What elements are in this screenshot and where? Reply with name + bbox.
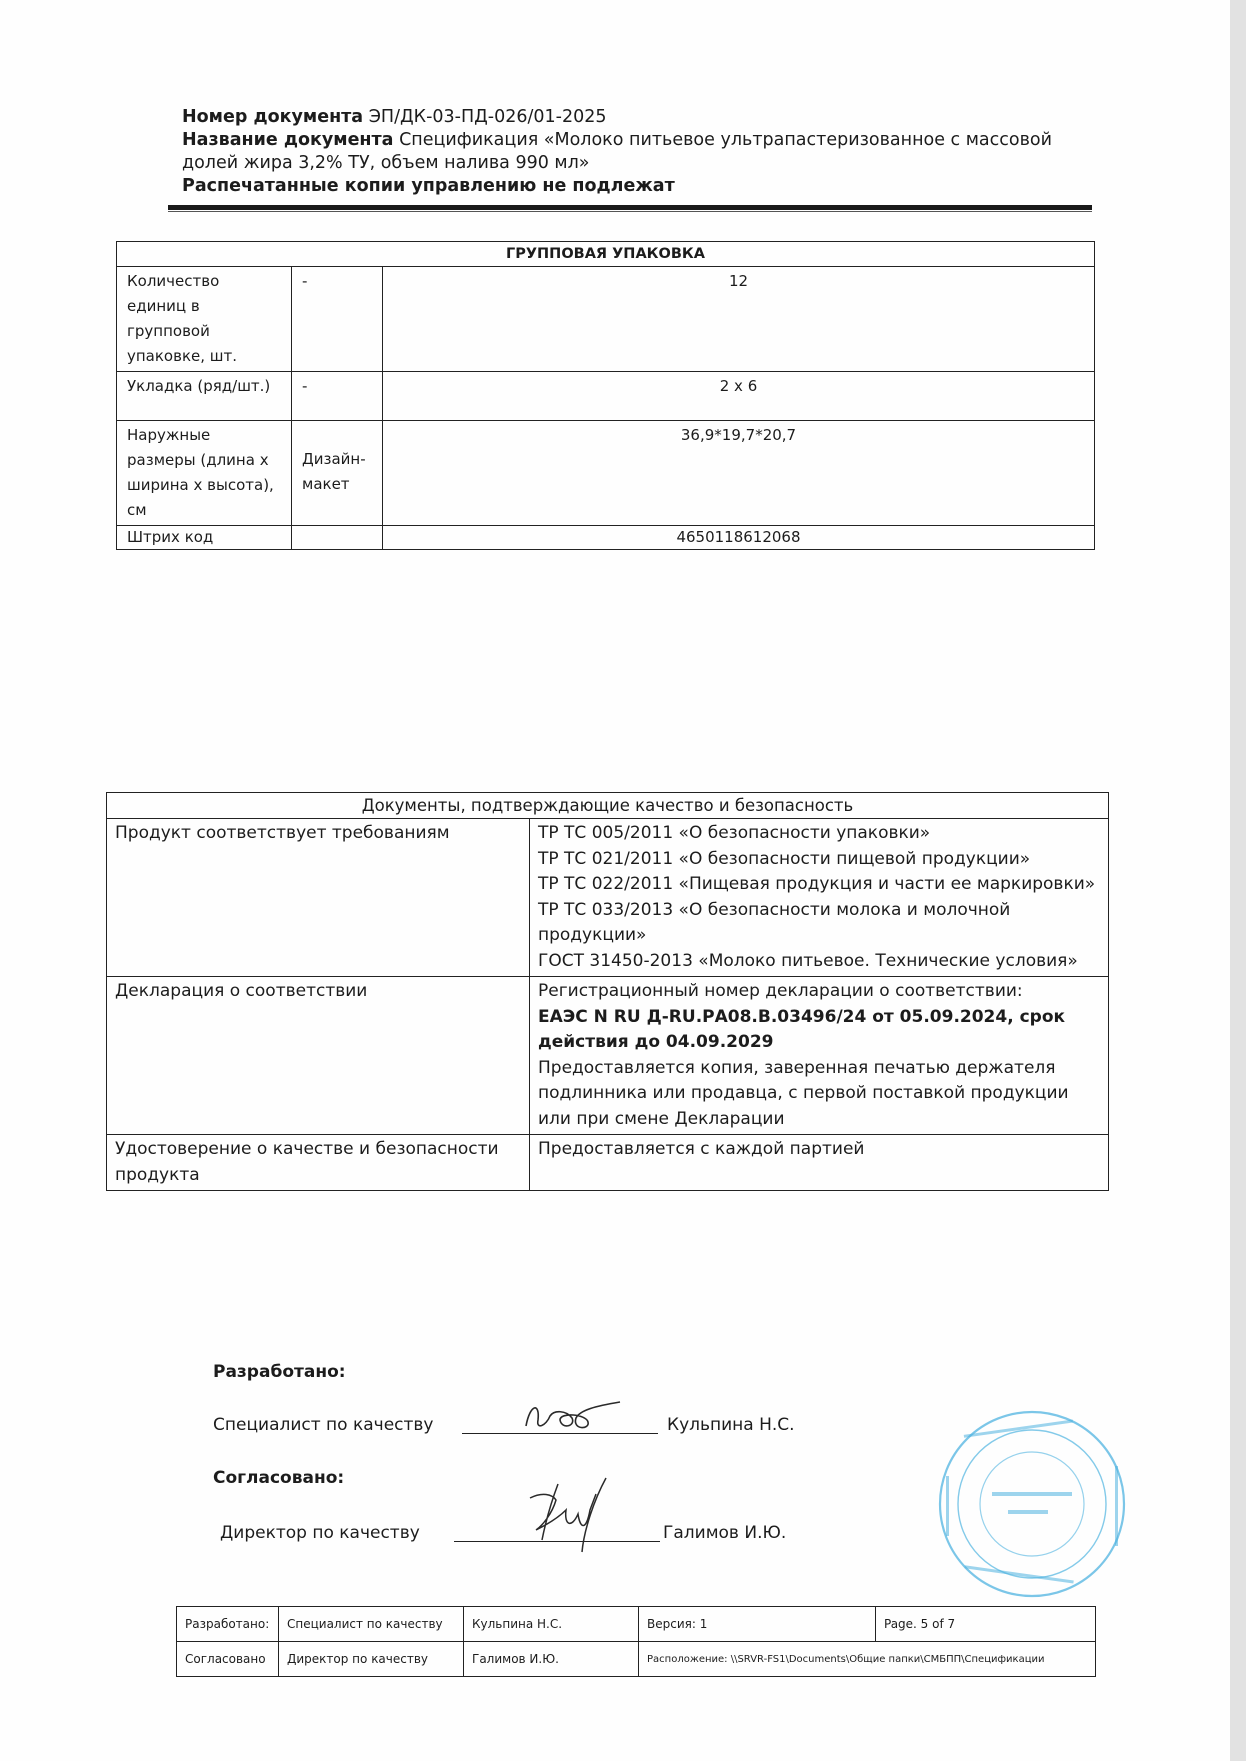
row-ref (292, 526, 383, 550)
row-value: 36,9*19,7*20,7 (383, 421, 1095, 526)
doc-number-value: ЭП/ДК-03-ПД-026/01-2025 (368, 107, 607, 127)
row-name: Наружные размеры (длина х ширина х высота), см (117, 421, 292, 526)
requirement-item: ТР ТС 021/2011 «О безопасности пищевой продукции» (538, 848, 1031, 869)
header-rule (168, 205, 1092, 210)
footer-cell: Директор по качеству (279, 1642, 464, 1677)
certificate-label: Удостоверение о качестве и безопасности продукта (107, 1135, 530, 1191)
footer-cell: Разработано: (177, 1607, 279, 1642)
doc-name-value: Спецификация «Молоко питьевое ультрапастеризованное с массовой (399, 130, 1052, 150)
table-row (177, 1642, 1096, 1677)
footer-cell: Галимов И.Ю. (464, 1642, 639, 1677)
row-name: Количество единиц в групповой упаковке, шт. (117, 267, 292, 372)
row-ref: - (292, 267, 383, 372)
footer-cell: Page. 5 of 7 (876, 1607, 1096, 1642)
table-row (117, 267, 1095, 372)
table-row (117, 372, 1095, 421)
footer-table (176, 1606, 1096, 1677)
company-stamp (934, 1406, 1130, 1602)
developer-signature (516, 1396, 626, 1440)
quality-docs-table (106, 792, 1109, 1191)
table-row (107, 1135, 1109, 1191)
declaration-number: ЕАЭС N RU Д-RU.РА08.В.03496/24 от 05.09.2024, срок действия до 04.09.2029 (538, 1006, 1066, 1052)
footer-cell: Согласовано (177, 1642, 279, 1677)
row-ref-text: Дизайн-макет (302, 450, 366, 493)
doc-name-label: Название документа (182, 130, 394, 150)
table-row (107, 977, 1109, 1135)
table-row (117, 526, 1095, 550)
approver-role: Директор по качеству (220, 1523, 420, 1543)
row-name: Штрих код (117, 526, 292, 550)
header-rule-thin (168, 211, 1092, 212)
row-ref (292, 421, 383, 526)
row-value: 12 (383, 267, 1095, 372)
declaration-note: Предоставляется копия, заверенная печатью держателя подлинника или продавца, с первой поставкой продукции или при смене Декларации (538, 1057, 1069, 1129)
table-row (117, 421, 1095, 526)
quality-docs-title: Документы, подтверждающие качество и безопасность (107, 793, 1109, 819)
requirement-item: ТР ТС 022/2011 «Пищевая продукция и части ее маркировки» (538, 874, 1096, 894)
footer-cell: Версия: 1 (639, 1607, 876, 1642)
group-packaging-table (116, 241, 1095, 550)
requirement-item: ГОСТ 31450-2013 «Молоко питьевое. Технические условия» (538, 950, 1078, 971)
requirements-list (530, 819, 1109, 977)
certificate-value: Предоставляется с каждой партией (530, 1135, 1109, 1191)
approver-signature (512, 1470, 622, 1560)
requirement-item: ТР ТС 005/2011 «О безопасности упаковки» (538, 823, 931, 843)
doc-name-line (182, 129, 1082, 152)
row-name: Укладка (ряд/шт.) (117, 372, 292, 421)
row-value: 4650118612068 (383, 526, 1095, 550)
footer-cell: Расположение: \\SRVR-FS1\Documents\Общие папки\СМБПП\Спецификации (639, 1642, 1096, 1677)
approved-heading: Согласовано: (213, 1468, 345, 1488)
doc-number-label: Номер документа (182, 107, 364, 127)
footer-cell: Кульпина Н.С. (464, 1607, 639, 1642)
requirements-label: Продукт соответствует требованиям (107, 819, 530, 977)
row-ref: - (292, 372, 383, 421)
group-packaging-title: ГРУППОВАЯ УПАКОВКА (117, 242, 1095, 267)
table-row (177, 1607, 1096, 1642)
doc-number-line (182, 106, 1082, 129)
copy-notice: Распечатанные копии управлению не подлежат (182, 176, 675, 196)
developer-name: Кульпина Н.С. (667, 1415, 795, 1435)
approver-name: Галимов И.Ю. (663, 1523, 787, 1543)
requirement-item: ТР ТС 033/2013 «О безопасности молока и молочной продукции» (538, 899, 1011, 945)
page-edge-shadow (1230, 0, 1246, 1761)
declaration-label: Декларация о соответствии (107, 977, 530, 1135)
document-header (182, 106, 1082, 198)
row-value: 2 х 6 (383, 372, 1095, 421)
developer-role: Специалист по качеству (213, 1415, 434, 1435)
table-row (107, 819, 1109, 977)
declaration-intro: Регистрационный номер декларации о соответствии: (538, 981, 1023, 1001)
footer-cell: Специалист по качеству (279, 1607, 464, 1642)
declaration-details (530, 977, 1109, 1135)
developed-heading: Разработано: (213, 1362, 346, 1382)
doc-name-continuation: долей жира 3,2% ТУ, объем налива 990 мл» (182, 153, 590, 173)
